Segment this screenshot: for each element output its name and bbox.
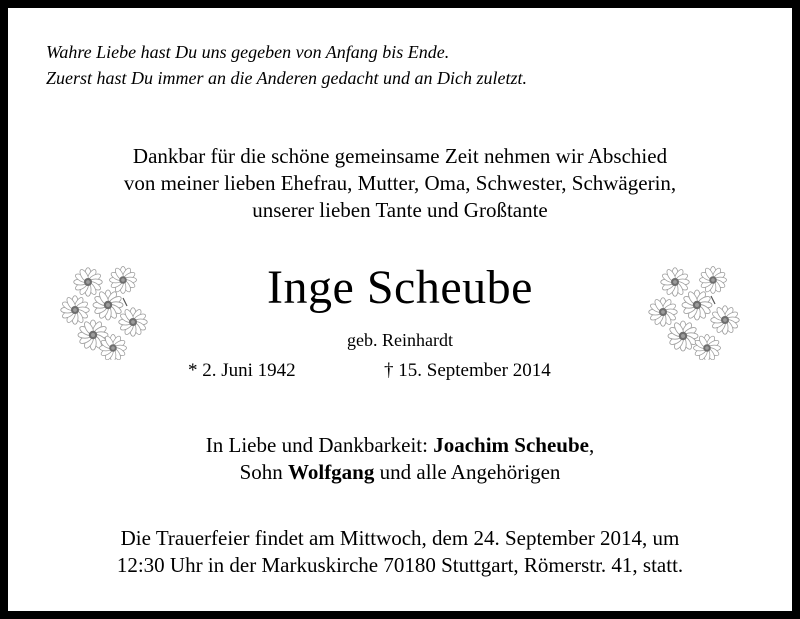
mourners-suffix: und alle Angehörigen — [374, 460, 561, 484]
birth-date: * 2. Juni 1942 — [188, 360, 296, 381]
funeral-line-1: Die Trauerfeier findet am Mittwoch, dem 24. September 2014, um — [120, 526, 680, 550]
deceased-name: Inge Scheube — [267, 261, 533, 314]
birth-name: geb. Reinhardt — [347, 330, 453, 350]
mourners-son-prefix: Sohn — [239, 460, 289, 484]
motto-line-1: Wahre Liebe hast Du uns gegeben von Anfang bis Ende. — [46, 42, 450, 62]
intro-line-2: von meiner lieben Ehefrau, Mutter, Oma, Schwester, Schwägerin, — [123, 171, 677, 195]
death-date: † 15. September 2014 — [384, 360, 551, 381]
mourners-line-2 — [8, 459, 792, 486]
mourner-name-husband: Joachim Scheube — [433, 433, 589, 457]
motto-line-2: Zuerst hast Du immer an die Anderen gedacht und an Dich zuletzt. — [46, 68, 527, 88]
mourners-prefix: In Liebe und Dankbarkeit: — [205, 433, 434, 457]
mourners-line-1 — [8, 432, 792, 459]
intro-line-3: unserer lieben Tante und Großtante — [252, 198, 548, 222]
funeral-line-2: 12:30 Uhr in der Markuskirche 70180 Stuttgart, Römerstr. 41, statt. — [116, 553, 684, 577]
mourners-comma: , — [588, 433, 595, 457]
life-dates — [8, 359, 792, 383]
mourner-name-son: Wolfgang — [288, 460, 375, 484]
intro-line-1: Dankbar für die schöne gemeinsame Zeit nehmen wir Abschied — [132, 144, 668, 168]
